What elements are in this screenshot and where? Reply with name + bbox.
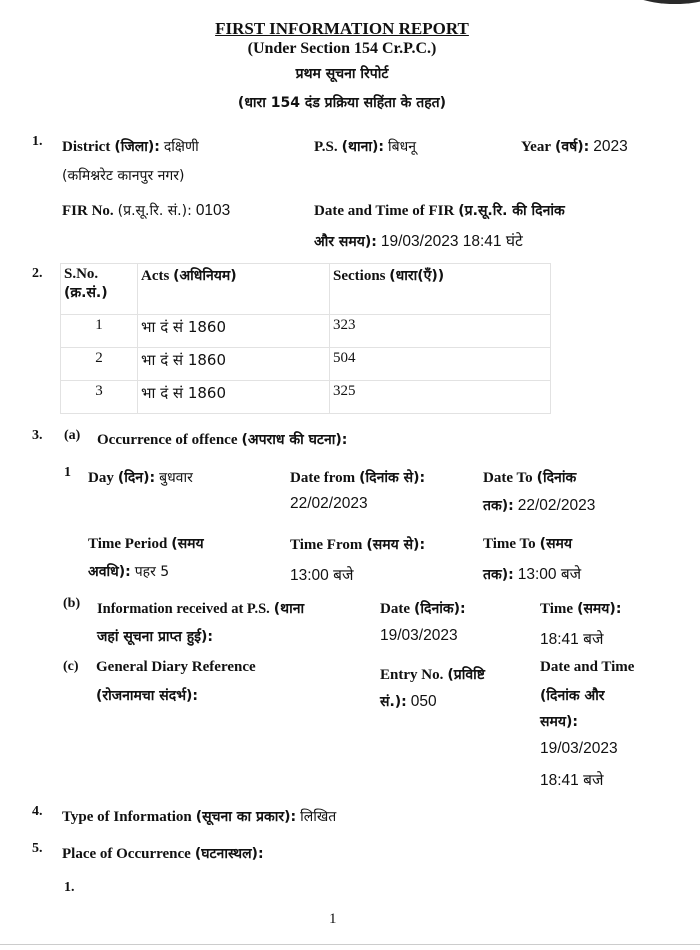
date-to-label-hindi-2: तक): [483, 498, 514, 514]
time-period-label: Time Period [88, 536, 168, 552]
diary-datetime-label-hindi-2: समय): [540, 714, 578, 730]
ps-label: P.S. [314, 139, 338, 155]
year-label: Year [521, 139, 551, 155]
date-to-label: Date To [483, 470, 533, 486]
section-3c-label: (c) [63, 659, 79, 674]
section-4-number: 4. [32, 804, 43, 819]
ps-value: बिधनू [388, 139, 417, 155]
district-label: District [62, 139, 111, 155]
time-from-field [290, 535, 425, 554]
info-date-value: 19/03/2023 [380, 627, 458, 644]
place-of-occurrence-field [62, 844, 264, 863]
info-type-label-hindi: (सूचना का प्रकार): [195, 809, 297, 825]
place-sub-item: 1. [64, 880, 75, 895]
time-period-field [88, 534, 204, 553]
diary-ref-title: General Diary Reference [96, 659, 256, 675]
entry-no-label-hindi: (प्रविष्टि [447, 667, 485, 683]
entry-no-label-hindi-2: सं.): [380, 694, 407, 710]
date-from-field [290, 468, 425, 487]
info-received-title-en: Information received at P.S. [97, 601, 270, 617]
row-act: भा दं सं 1860 [138, 381, 330, 414]
time-from-label-hindi: (समय से): [366, 537, 426, 553]
entry-no-line2 [380, 692, 437, 711]
info-received-title [97, 599, 304, 618]
time-period-label-hindi-2: अवधि): [88, 564, 131, 580]
row-sno: 3 [61, 381, 138, 414]
section-5-number: 5. [32, 841, 43, 856]
time-to-label: Time To [483, 536, 536, 552]
info-type-field [62, 807, 336, 826]
row-act: भा दं सं 1860 [138, 348, 330, 381]
diary-date-value: 19/03/2023 [540, 740, 618, 757]
entry-no-value: 050 [410, 693, 437, 710]
fir-datetime-field [314, 201, 565, 220]
info-time-value: 18:41 बजे [540, 631, 604, 648]
date-to-line2 [483, 496, 595, 515]
info-type-value: लिखित [300, 809, 337, 825]
date-to-field [483, 468, 576, 487]
scan-corner-shadow [620, 0, 700, 4]
year-field [521, 137, 628, 156]
occurrence-title-hi: (अपराध की घटना): [241, 432, 348, 448]
row-section: 504 [330, 348, 551, 381]
time-to-value: 13:00 बजे [517, 566, 582, 583]
table-row [61, 348, 551, 381]
district-value: दक्षिणी [163, 139, 199, 155]
header-sections-hi: (धारा(एँ)) [389, 268, 445, 284]
place-label: Place of Occurrence [62, 846, 191, 862]
info-type-label: Type of Information [62, 809, 192, 825]
fir-label-hindi: (प्र.सू.रि. सं.): [117, 203, 192, 219]
day-label-hindi: (दिन): [117, 470, 156, 486]
row-act: भा दं सं 1860 [138, 315, 330, 348]
fir-datetime-label-hindi-2: और समय): [314, 234, 377, 250]
occurrence-entry-number: 1 [64, 465, 71, 480]
info-time-label-hindi: (समय): [577, 601, 622, 617]
fir-datetime-line2 [314, 229, 523, 251]
header-acts-en: Acts [141, 268, 170, 284]
row-section: 325 [330, 381, 551, 414]
date-from-label-hindi: (दिनांक से): [359, 470, 426, 486]
district-value-line2: (कमिश्नरेट कानपुर नगर) [62, 168, 185, 184]
date-from-value: 22/02/2023 [290, 495, 368, 512]
row-section: 323 [330, 315, 551, 348]
page-number: 1 [329, 911, 337, 927]
time-to-label-hindi: (समय [539, 536, 573, 552]
time-to-label-hindi-2: तक): [483, 567, 514, 583]
year-label-hindi: (वर्ष): [555, 139, 590, 155]
police-station-field [314, 137, 416, 156]
time-period-line2 [88, 562, 169, 581]
header-sno-hi: (क्र.सं.) [64, 285, 108, 301]
date-to-value: 22/02/2023 [517, 497, 596, 514]
fir-number-field [62, 201, 230, 220]
report-subtitle: (Under Section 154 Cr.P.C.) [247, 40, 437, 57]
diary-time-value: 18:41 बजे [540, 772, 604, 789]
time-period-value: पहर 5 [134, 564, 170, 580]
year-value: 2023 [593, 138, 628, 155]
table-header-row [61, 264, 551, 315]
report-title-hindi: प्रथम सूचना रिपोर्ट [295, 66, 389, 82]
info-date-label-hindi: (दिनांक): [414, 601, 466, 617]
header-acts [138, 264, 330, 315]
info-received-title-hi-2: जहां सूचना प्राप्त हुई): [97, 629, 214, 645]
row-sno: 1 [61, 315, 138, 348]
ps-label-hindi: (थाना): [341, 139, 385, 155]
header-sections [330, 264, 551, 315]
info-date-field [380, 599, 466, 618]
time-from-value: 13:00 बजे [290, 567, 354, 584]
day-label: Day [88, 470, 114, 486]
date-to-label-hindi: (दिनांक [536, 470, 577, 486]
acts-sections-table [60, 263, 551, 414]
time-from-label: Time From [290, 537, 363, 553]
diary-ref-title-hindi: (रोजनामचा संदर्भ): [96, 688, 199, 704]
section-3a-label: (a) [64, 428, 81, 443]
fir-label: FIR No. [62, 203, 114, 219]
info-time-label: Time [540, 601, 574, 617]
day-value: बुधवार [159, 470, 193, 486]
fir-datetime-label: Date and Time of FIR [314, 203, 455, 219]
day-field [88, 468, 193, 487]
district-field [62, 137, 199, 156]
page-bottom-edge [0, 944, 700, 945]
info-date-label: Date [380, 601, 410, 617]
occurrence-title-en: Occurrence of offence [97, 432, 238, 448]
header-sections-en: Sections [333, 268, 386, 284]
section-3-number: 3. [32, 428, 43, 443]
report-subtitle-hindi: (धारा 154 दंड प्रक्रिया सहिंता के तहत) [237, 95, 447, 111]
district-label-hindi: (जिला): [114, 139, 160, 155]
section-3b-label: (b) [63, 596, 81, 611]
entry-no-field [380, 665, 485, 684]
fir-datetime-value: 19/03/2023 18:41 घंटे [380, 233, 523, 250]
info-time-field [540, 599, 621, 618]
fir-value: 0103 [195, 202, 231, 219]
date-from-label: Date from [290, 470, 356, 486]
table-row [61, 381, 551, 414]
time-to-field [483, 534, 572, 553]
diary-datetime-label-hindi: (दिनांक और [540, 688, 605, 704]
time-period-label-hindi: (समय [171, 536, 204, 552]
table-row [61, 315, 551, 348]
entry-no-label: Entry No. [380, 667, 444, 683]
header-sno [61, 264, 138, 315]
report-title: FIRST INFORMATION REPORT [215, 19, 469, 38]
info-received-title-hi: (थाना [273, 601, 305, 617]
occurrence-title [97, 430, 347, 449]
section-2-number: 2. [32, 266, 43, 281]
fir-datetime-label-hindi: (प्र.सू.रि. की दिनांक [458, 203, 565, 219]
row-sno: 2 [61, 348, 138, 381]
diary-datetime-label: Date and Time [540, 659, 635, 675]
time-to-line2 [483, 562, 581, 584]
section-1-number: 1. [32, 134, 43, 149]
header-sno-en: S.No. [64, 266, 99, 282]
header-acts-hi: (अधिनियम) [173, 268, 237, 284]
place-label-hindi: (घटनास्थल): [194, 846, 264, 862]
